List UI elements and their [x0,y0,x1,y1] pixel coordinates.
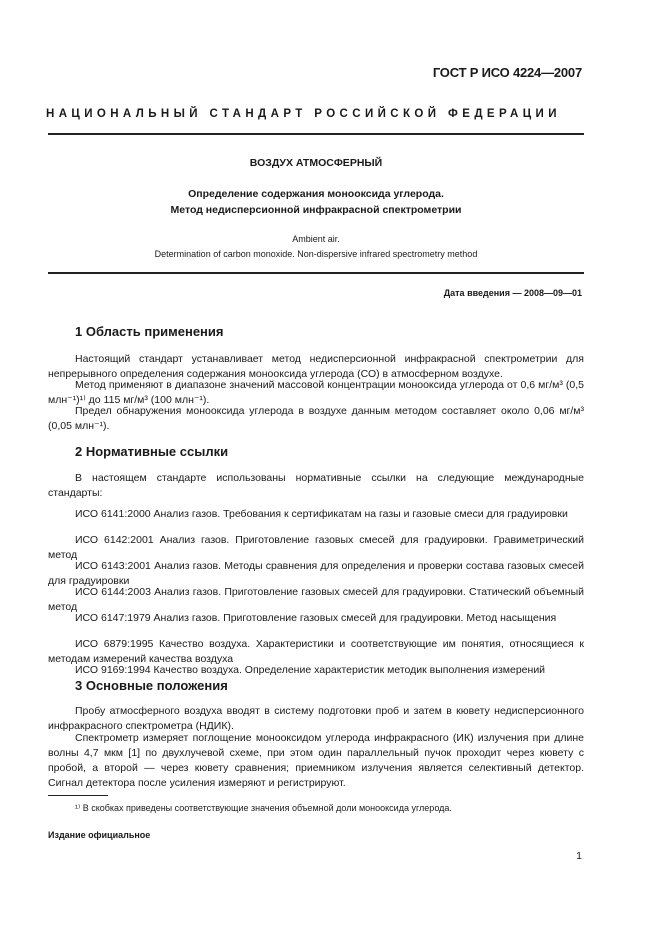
edition-label: Издание официальное [48,830,151,840]
title-main: ВОЗДУХ АТМОСФЕРНЫЙ [249,157,383,169]
normative-reference-3: ИСО 6143:2001 Анализ газов. Методы сравнения для определения и проверки состава газовых смесей для градуировки [48,559,584,587]
title-rule [48,272,584,274]
top-rule [48,133,584,135]
section-2-heading: 2 Нормативные ссылки [75,444,229,459]
section-1-paragraph-2: Метод применяют в диапазоне значений массовой концентрации монооксида углерода от 0,6 мг/м³ (0,5 млн⁻¹)¹⁾ до 115 мг/м³ (100 млн⁻¹). [48,379,584,406]
normative-reference-1: ИСО 6141:2000 Анализ газов. Требования к сертификатам на газы и газовые смеси для градуировки [75,507,568,520]
title-english-line2: Determination of carbon monoxide. Non-dispersive infrared spectrometry method [154,249,478,259]
section-1-paragraph-3: Предел обнаружения монооксида углерода в воздухе данным методом составляет около 0,06 мг/м³ (0,05 млн⁻¹). [48,405,584,432]
section-1-paragraph-1: Настоящий стандарт устанавливает метод недисперсионной инфракрасной спектрометрии для непрерывного определения содержания монооксида углерода (СО) в атмосферном воздухе. [48,353,584,380]
section-3-paragraph-2: Спектрометр измеряет поглощение монооксидом углерода инфракрасного (ИК) излучения при длине волны 4,7 мкм [1] по двухлучевой схеме, при этом один параллельный пучок проходит через кювету с пробой, а второй — через кювету сравнения; приемником излучения является селективный детектор. Сигнал детектора после усиления измеряют и регистрируют. [48,732,584,789]
effective-date: Дата введения — 2008—09—01 [443,288,582,298]
section-3-heading: 3 Основные положения [75,678,228,693]
title-subtitle [48,186,584,218]
footnote: ¹⁾ В скобках приведены соответствующие значения объемной доли монооксида углерода. [75,803,452,813]
title-subtitle-line1: Определение содержания монооксида углерода. [188,188,444,200]
title-english-line1: Ambient air. [292,234,340,244]
page-number: 1 [576,850,582,862]
national-standard-banner: НАЦИОНАЛЬНЫЙ СТАНДАРТ РОССИЙСКОЙ ФЕДЕРАЦИИ [46,108,561,120]
normative-reference-6: ИСО 6879:1995 Качество воздуха. Характеристики и соответствующие им понятия, относящиеся к методам измерений качества воздуха [48,637,584,665]
normative-reference-2: ИСО 6142:2001 Анализ газов. Приготовление газовых смесей для градуировки. Гравиметрический метод [48,533,584,561]
normative-reference-7: ИСО 9169:1994 Качество воздуха. Определение характеристик методик выполнения измерений [75,663,546,676]
title-subtitle-line2: Метод недисперсионной инфракрасной спектрометрии [170,204,462,216]
normative-reference-4: ИСО 6144:2003 Анализ газов. Приготовление газовых смесей для градуировки. Статический объемный метод [48,585,584,613]
normative-reference-5: ИСО 6147:1979 Анализ газов. Приготовление газовых смесей для градуировки. Метод насыщения [75,611,557,624]
footnote-rule [48,795,108,796]
title-english [48,232,584,262]
document-number: ГОСТ Р ИСО 4224—2007 [432,65,582,80]
section-1-heading: 1 Область применения [75,324,224,339]
section-3-paragraph-1: Пробу атмосферного воздуха вводят в систему подготовки проб и затем в кювету недисперсионного инфракрасного спектрометра (НДИК). [48,705,584,732]
section-2-intro: В настоящем стандарте использованы нормативные ссылки на следующие международные стандарты: [48,472,584,499]
